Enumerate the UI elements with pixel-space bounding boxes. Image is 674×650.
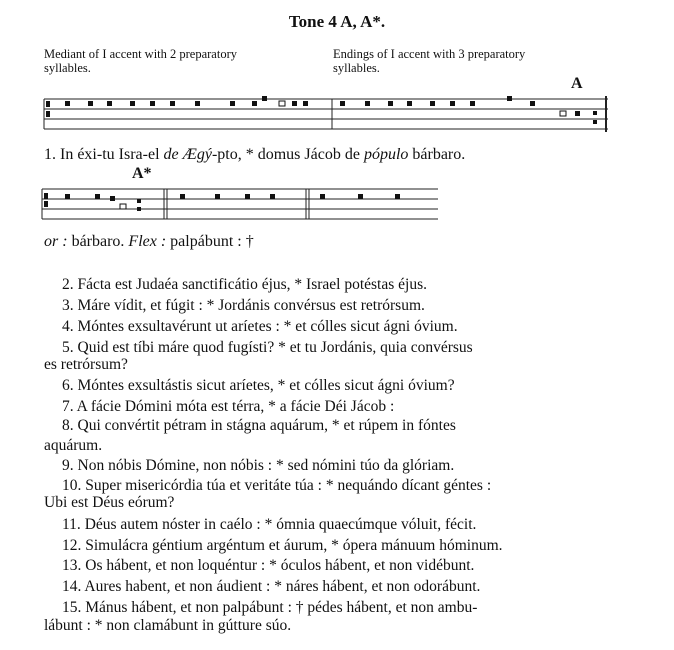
verse-text: lábunt : * non clamábunt in gútture súo. xyxy=(44,617,292,634)
verse-line xyxy=(62,276,427,294)
verse-text: Mánus hábent, et non palpábunt : † pédes hábent, et non ambu- xyxy=(81,599,478,616)
verse-line xyxy=(62,557,474,575)
verse-text: Super misericórdia túa et veritáte túa : * nequándo dícant géntes : xyxy=(81,477,492,494)
verse-number: 10. xyxy=(62,477,82,494)
verse-text: Aures habent, et non áudient : * náres hábent, et non odorábunt. xyxy=(81,578,481,595)
endings-heading: Endings of I accent with 3 preparatory syllables. xyxy=(333,47,526,75)
verse-number: 14. xyxy=(62,578,82,595)
verse-text: Déus autem nóster in caélo : * ómnia quaecúmque vóluit, fécit. xyxy=(80,516,477,533)
chant-staff-2 xyxy=(40,186,440,226)
verse-line xyxy=(44,356,128,374)
verse-text: Qui convértit pétram in stágna aquárum, * et rúpem in fóntes xyxy=(73,417,456,434)
verse-text: Quid est tíbi máre quod fugísti? * et tu Jordánis, quia convérsus xyxy=(73,339,473,356)
verse-line xyxy=(62,599,477,617)
verse-line xyxy=(62,318,458,336)
verse-line xyxy=(44,617,291,635)
verse-text: aquárum. xyxy=(44,437,103,454)
verse-line xyxy=(62,417,456,435)
label-a: A xyxy=(571,75,583,92)
verse-number: 6. xyxy=(62,377,74,394)
verse-text: Ubi est Déus eórum? xyxy=(44,494,175,511)
verse-text: A fácie Dómini móta est térra, * a fácie Déi Jácob : xyxy=(73,398,395,415)
verse-line xyxy=(44,494,174,512)
verse-number: 15. xyxy=(62,599,82,616)
verse-number: 8. xyxy=(62,417,74,434)
label-astar: A* xyxy=(132,165,152,182)
verse-text: Simulácra géntium argéntum et áurum, * ópera mánuum hóminum. xyxy=(81,537,503,554)
verse-text: Non nóbis Dómine, non nóbis : * sed nómini túo da glóriam. xyxy=(73,457,455,474)
verse-text: Móntes exsultavérunt ut aríetes : * et cólles sicut ágni óvium. xyxy=(73,318,458,335)
verse-text: Os hábent, et non loquéntur : * óculos hábent, et non vidébunt. xyxy=(81,557,475,574)
verse-number: 4. xyxy=(62,318,74,335)
verse-line xyxy=(62,377,455,395)
verse-number: 3. xyxy=(62,297,74,314)
page-title: Tone 4 A, A*. xyxy=(288,12,386,31)
verse-line xyxy=(62,516,476,534)
verse-line xyxy=(62,477,491,495)
verse-text: es retrórsum? xyxy=(44,356,128,373)
verse-number: 12. xyxy=(62,537,82,554)
verse-number: 5. xyxy=(62,339,74,356)
verse-text: Móntes exsultástis sicut aríetes, * et cólles sicut ágni óvium? xyxy=(73,377,455,394)
chant-staff-1 xyxy=(40,96,612,136)
verse-number: 7. xyxy=(62,398,74,415)
verse-number: 11. xyxy=(62,516,81,533)
verse-number: 13. xyxy=(62,557,82,574)
verse-number: 9. xyxy=(62,457,74,474)
verse-line xyxy=(62,457,454,475)
verse-text: Máre vídit, et fúgit : * Jordánis convérsus est retrórsum. xyxy=(73,297,425,314)
mediant-heading: Mediant of I accent with 2 preparatory syllables. xyxy=(44,47,237,75)
verse-line xyxy=(44,437,102,455)
verse-line xyxy=(62,398,394,416)
alternate-endings: or : bárbaro. Flex : palpábunt : † xyxy=(44,233,254,250)
verse-line xyxy=(62,578,480,596)
verse-line xyxy=(62,339,473,357)
verse-number: 2. xyxy=(62,276,74,293)
verse-line xyxy=(62,297,425,315)
verse-text: Fácta est Judaéa sanctificátio éjus, * Israel potéstas éjus. xyxy=(73,276,427,293)
verse-1: 1. In éxi-tu Isra-el de Ægý-pto, * domus Jácob de pópulo bárbaro. xyxy=(44,146,466,163)
verse-line xyxy=(62,537,503,555)
